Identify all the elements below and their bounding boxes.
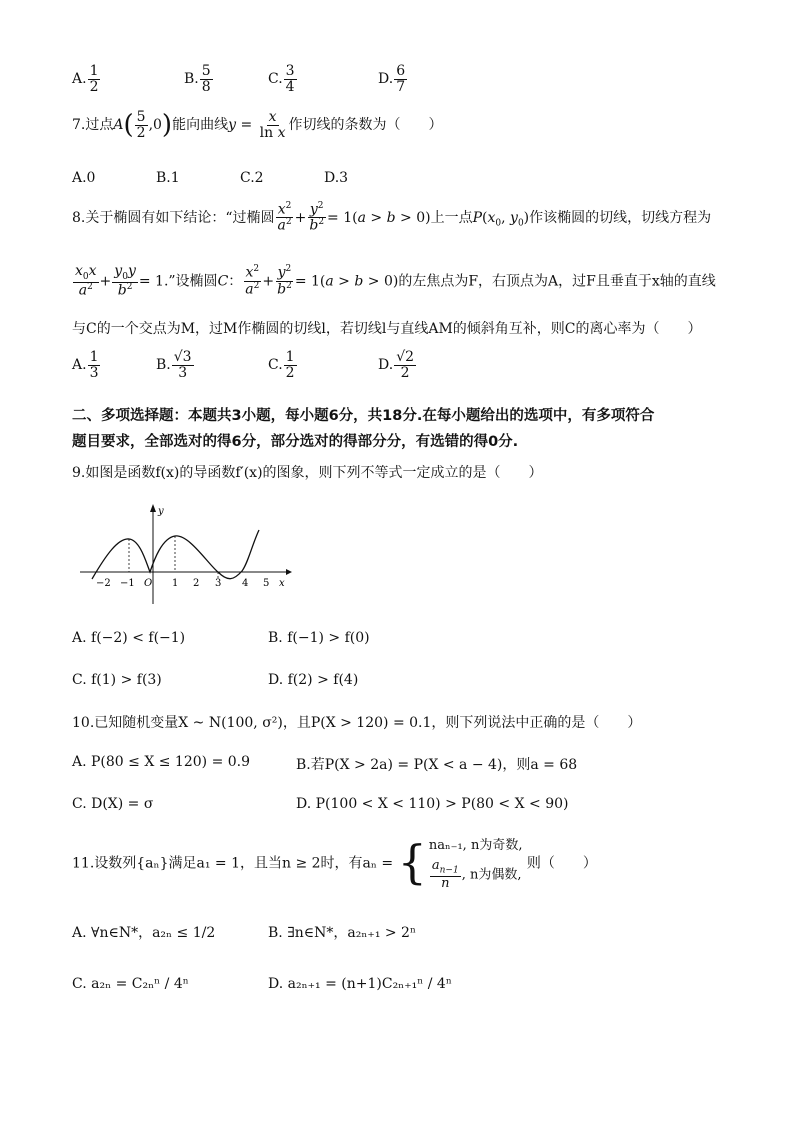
option-label: A.	[72, 71, 87, 88]
fraction: $\frac{5}{8}$	[201, 63, 211, 95]
q8-line1: 8.关于椭圆有如下结论：“过椭圆 $\frac{x^2}{a^2}$ + $\frac{y^2}{b^2}$ = 1(a > b > 0)上一点$P(x_0$, $y_0$)作该椭圆的切线，切线方程为	[72, 201, 712, 234]
q11-option-a: A. ∀n∈N*，a₂ₙ ≤ 1/2	[72, 925, 216, 941]
piecewise-definition: { naₙ₋₁, n为奇数, $\frac{a_{n-1}}{n}$ , n为偶数,	[397, 835, 523, 892]
q10-option-c: C. D(X) = σ	[72, 796, 154, 812]
x-axis-label: x	[279, 578, 285, 589]
section2-header-line1: 二、多项选择题：本题共3小题，每小题6分，共18分.在每小题给出的选项中，有多项符合	[72, 408, 655, 424]
q8-line3: 与C的一个交点为M，过M作椭圆的切线l，若切线l与直线AM的倾斜角互补，则C的离心率为（ ）	[72, 321, 702, 337]
q9-option-a: A. f(−2) < f(−1)	[72, 630, 186, 646]
tick-label: 4	[242, 578, 249, 589]
q11-option-d: D. a₂ₙ₊₁ = (n+1)C₂ₙ₊₁ⁿ / 4ⁿ	[268, 976, 452, 992]
option-label: D.	[378, 71, 394, 88]
q9-option-c: C. f(1) > f(3)	[72, 672, 162, 688]
q6-option-d	[378, 64, 408, 94]
x-axis-arrow	[286, 569, 292, 575]
q10-option-d: D. P(100 < X < 110) > P(80 < X < 90)	[296, 796, 569, 812]
q6-option-c	[268, 64, 298, 94]
q10-stem: 10.已知随机变量X ~ N(100, σ²)，且P(X > 120) = 0.1，则下列说法中正确的是（ ）	[72, 715, 642, 731]
tick-label: −2	[96, 578, 111, 589]
tick-label: 2	[193, 578, 200, 589]
q11-option-b: B. ∃n∈N*，a₂ₙ₊₁ > 2ⁿ	[268, 925, 417, 941]
q8-option-d: D. $\frac{√2}{2}$	[378, 349, 415, 381]
fraction: $\frac{6}{7}$	[396, 63, 406, 95]
q7-option-d: D.3	[324, 170, 349, 186]
q11-stem: 11.设数列{aₙ}满足a₁ = 1，且当n ≥ 2时，有aₙ = { naₙ₋₁, n为奇数, $\frac{a_{n-1}}{n}$ , n为偶数, 则（ ）	[72, 835, 597, 892]
origin-label: O	[144, 578, 153, 589]
option-label: C.	[268, 71, 283, 88]
q7-stem: 7.过点A( $\frac{5}{2}$ ,0)能向曲线y = $\frac{x}{\text{ln x}}$ 作切线的条数为（ ）	[72, 109, 443, 141]
derivative-graph	[72, 500, 302, 610]
q8-line2: $\frac{x_0x}{a^2}$ + $\frac{y_0y}{b^2}$ = 1.”设椭圆C： $\frac{x^2}{a^2}$ + $\frac{y^2}{b^2}$ = 1(a > b > 0)的左焦点为F，右顶点为A，过F且垂直于x轴的直线	[75, 263, 716, 299]
q6-option-a	[72, 64, 101, 94]
tick-label: 5	[263, 578, 270, 589]
q9-option-b: B. f(−1) > f(0)	[268, 630, 370, 646]
tick-label: 3	[215, 578, 222, 589]
tick-label: −1	[120, 578, 135, 589]
q10-option-a: A. P(80 ≤ X ≤ 120) = 0.9	[72, 754, 251, 770]
q7-option-c: C.2	[240, 170, 264, 186]
fraction: $\frac{1}{2}$	[89, 63, 99, 95]
q8-option-c: C. $\frac{1}{2}$	[268, 349, 295, 381]
q8-option-a: A. $\frac{1}{3}$	[72, 349, 99, 381]
section2-header-line2: 题目要求，全部选对的得6分，部分选对的得部分分，有选错的得0分.	[72, 434, 519, 450]
q9-option-d: D. f(2) > f(4)	[268, 672, 359, 688]
option-label: B.	[184, 71, 199, 88]
q9-stem: 9.如图是函数f(x)的导函数f′(x)的图象，则下列不等式一定成立的是（ ）	[72, 465, 543, 481]
q10-option-b: B.若P(X > 2a) = P(X < a − 4)，则a = 68	[296, 757, 578, 773]
q6-option-b	[184, 64, 214, 94]
q8-option-b: B. $\frac{√3}{3}$	[156, 349, 192, 381]
q11-option-c: C. a₂ₙ = C₂ₙⁿ / 4ⁿ	[72, 976, 189, 992]
q7-option-b: B.1	[156, 170, 180, 186]
y-axis-arrow	[150, 504, 156, 512]
y-axis-label: y	[158, 506, 164, 517]
q7-option-a: A.0	[72, 170, 96, 186]
tick-label: 1	[172, 578, 179, 589]
fraction: $\frac{3}{4}$	[285, 63, 295, 95]
